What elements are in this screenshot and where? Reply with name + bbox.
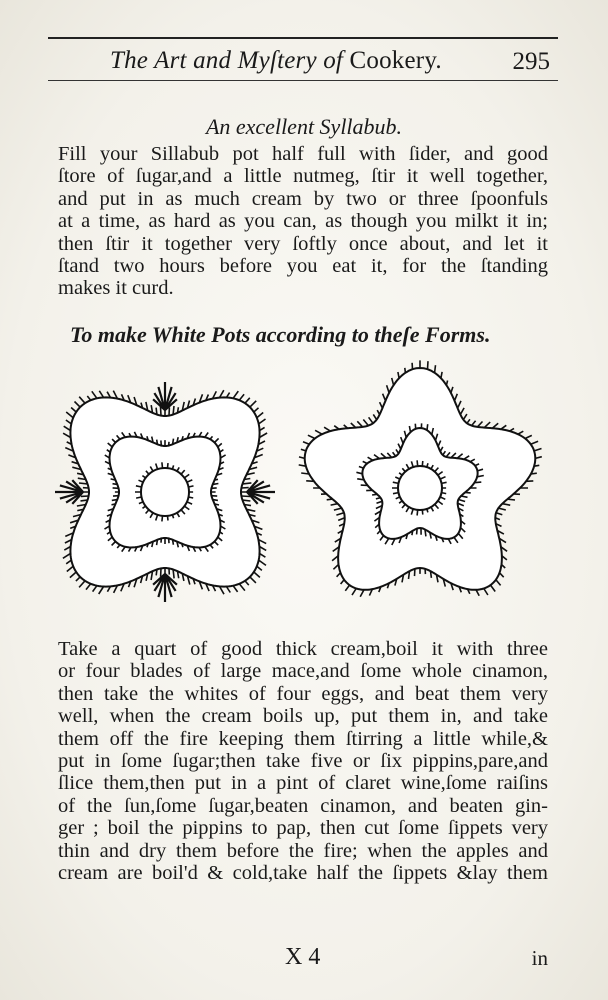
text-line: makes it curd. xyxy=(58,277,174,300)
page-footer xyxy=(0,944,608,974)
text-line: ſlice them,then put in a pint of claret wine,ſome raiſins xyxy=(58,772,548,795)
white-pots-recipe-text xyxy=(58,638,548,884)
text-line: and put in as much cream by two or three ſpoonfuls xyxy=(58,187,548,210)
text-line: ſtand two hours before you eat it, for the ſtanding xyxy=(58,255,548,278)
white-pot-form-right xyxy=(299,360,542,596)
text-line: Fill your Sillabub pot half full with ſider, and good xyxy=(58,143,548,165)
header-bottom-rule xyxy=(48,80,558,81)
text-line: Take a quart of good thick cream,boil it with three xyxy=(58,638,548,660)
running-title xyxy=(110,47,442,75)
text-line: of the ſun,ſome ſugar,beaten cinamon, and beaten gin- xyxy=(58,794,548,817)
signature-mark: X 4 xyxy=(285,944,321,970)
running-header xyxy=(48,44,558,78)
header-top-rule xyxy=(48,37,558,39)
text-line: or four blades of large mace,and ſome whole cinamon, xyxy=(58,660,548,683)
text-line: them off the fire keeping them ſtirring a little while,& xyxy=(58,727,548,750)
page-number: 295 xyxy=(512,48,550,75)
catchword: in xyxy=(531,946,548,970)
text-line: well, when the cream boils up, put them in, and take xyxy=(58,705,548,728)
text-line: then ſtir it together very ſoftly once about, and let it xyxy=(58,232,548,255)
syllabub-recipe-text xyxy=(58,143,548,300)
text-line: cream are boil'd & cold,take half the ſippets &lay them xyxy=(58,862,548,885)
white-pot-forms-illustration xyxy=(30,360,570,625)
text-line: then take the whites of four eggs, and beat them very xyxy=(58,682,548,705)
white-pots-recipe-title: To make White Pots according to theſe Forms. xyxy=(70,322,491,347)
running-title-roman: Cookery. xyxy=(349,47,442,74)
syllabub-recipe-title: An excellent Syllabub. xyxy=(205,114,403,139)
running-title-italic: The Art and Myſtery of xyxy=(110,47,344,74)
text-line: ſtore of ſugar,and a little nutmeg, ſtir it well together, xyxy=(58,165,548,188)
text-line: at a time, as hard as you can, as though you milkt it in; xyxy=(58,210,548,233)
text-line: thin and dry them before the fire; when the apples and xyxy=(58,839,548,862)
text-line: ger ; boil the pippins to pap, then cut ſome ſippets very xyxy=(58,817,548,840)
white-pot-form-left xyxy=(55,382,275,602)
text-line: put in ſome ſugar;then take five or ſix pippins,pare,and xyxy=(58,750,548,773)
